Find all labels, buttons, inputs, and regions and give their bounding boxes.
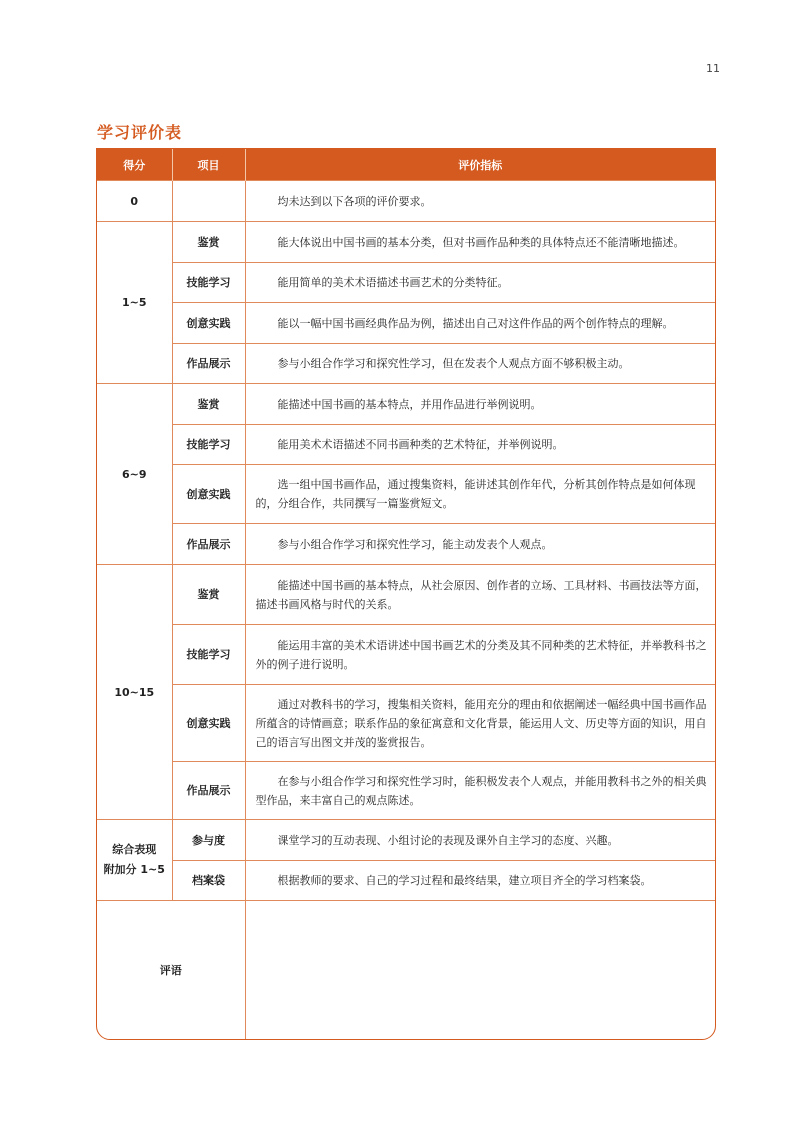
criterion-cell: 能大体说出中国书画的基本分类，但对书画作品种类的具体特点还不能清晰地描述。 bbox=[245, 222, 715, 263]
table-row bbox=[97, 181, 715, 222]
item-cell: 鉴赏 bbox=[172, 565, 245, 625]
header-item: 项目 bbox=[172, 149, 245, 181]
criterion-cell: 课堂学习的互动表现、小组讨论的表现及课外自主学习的态度、兴趣。 bbox=[245, 820, 715, 861]
comment-label: 评语 bbox=[97, 901, 245, 1041]
criterion-cell: 能运用丰富的美术术语讲述中国书画艺术的分类及其不同种类的艺术特征，并举教科书之外的例子进行说明。 bbox=[245, 625, 715, 685]
table-row bbox=[97, 625, 715, 685]
table-row bbox=[97, 425, 715, 465]
table-row bbox=[97, 762, 715, 820]
page-title: 学习评价表 bbox=[97, 123, 183, 142]
criterion-cell: 选一组中国书画作品，通过搜集资料，能讲述其创作年代，分析其创作特点是如何体现的，分组合作，共同撰写一篇鉴赏短文。 bbox=[245, 465, 715, 524]
criterion-cell: 参与小组合作学习和探究性学习，能主动发表个人观点。 bbox=[245, 524, 715, 565]
criterion-cell: 能以一幅中国书画经典作品为例，描述出自己对这件作品的两个创作特点的理解。 bbox=[245, 303, 715, 344]
comment-row bbox=[97, 901, 715, 1041]
extra-score-cell bbox=[97, 820, 172, 901]
criterion-cell: 能用美术术语描述不同书画种类的艺术特征，并举例说明。 bbox=[245, 425, 715, 465]
item-cell: 鉴赏 bbox=[172, 222, 245, 263]
extra-label-line2: 附加分 1~5 bbox=[103, 863, 165, 876]
table-row bbox=[97, 303, 715, 344]
criterion-cell: 能用简单的美术术语描述书画艺术的分类特征。 bbox=[245, 263, 715, 303]
criterion-cell: 能描述中国书画的基本特点，并用作品进行举例说明。 bbox=[245, 384, 715, 425]
item-cell: 创意实践 bbox=[172, 465, 245, 524]
item-cell: 鉴赏 bbox=[172, 384, 245, 425]
criterion-cell: 均未达到以下各项的评价要求。 bbox=[245, 181, 715, 222]
criterion-cell: 通过对教科书的学习，搜集相关资料，能用充分的理由和依据阐述一幅经典中国书画作品所蕴含的诗情画意；联系作品的象征寓意和文化背景，能运用人文、历史等方面的知识，用自己的语言写出图文并茂的鉴赏报告。 bbox=[245, 685, 715, 762]
item-cell: 档案袋 bbox=[172, 861, 245, 901]
item-cell: 作品展示 bbox=[172, 524, 245, 565]
item-cell: 技能学习 bbox=[172, 263, 245, 303]
item-cell: 技能学习 bbox=[172, 625, 245, 685]
criterion-cell: 能描述中国书画的基本特点，从社会原因、创作者的立场、工具材料、书画技法等方面，描述书画风格与时代的关系。 bbox=[245, 565, 715, 625]
item-cell: 创意实践 bbox=[172, 303, 245, 344]
comment-area[interactable] bbox=[245, 901, 715, 1041]
table-header-row bbox=[97, 149, 715, 181]
table-row bbox=[97, 524, 715, 565]
table-row bbox=[97, 465, 715, 524]
table-row bbox=[97, 685, 715, 762]
item-cell: 参与度 bbox=[172, 820, 245, 861]
table-row bbox=[97, 820, 715, 861]
extra-label-line1: 综合表现 bbox=[112, 843, 157, 856]
page-number: 11 bbox=[706, 62, 720, 75]
score-cell: 1~5 bbox=[97, 222, 172, 384]
item-cell: 创意实践 bbox=[172, 685, 245, 762]
item-cell: 技能学习 bbox=[172, 425, 245, 465]
evaluation-table bbox=[96, 148, 716, 1040]
table-row bbox=[97, 344, 715, 384]
header-criteria: 评价指标 bbox=[245, 149, 715, 181]
item-cell: 作品展示 bbox=[172, 344, 245, 384]
criterion-cell: 参与小组合作学习和探究性学习，但在发表个人观点方面不够积极主动。 bbox=[245, 344, 715, 384]
item-cell: 作品展示 bbox=[172, 762, 245, 820]
criterion-cell: 根据教师的要求、自己的学习过程和最终结果，建立项目齐全的学习档案袋。 bbox=[245, 861, 715, 901]
item-cell bbox=[172, 181, 245, 222]
score-cell: 0 bbox=[97, 181, 172, 222]
table-row bbox=[97, 861, 715, 901]
score-cell: 6~9 bbox=[97, 384, 172, 565]
table-row bbox=[97, 263, 715, 303]
criterion-cell: 在参与小组合作学习和探究性学习时，能积极发表个人观点，并能用教科书之外的相关典型作品，来丰富自己的观点陈述。 bbox=[245, 762, 715, 820]
score-cell: 10~15 bbox=[97, 565, 172, 820]
table-row bbox=[97, 565, 715, 625]
table-row bbox=[97, 222, 715, 263]
header-score: 得分 bbox=[97, 149, 172, 181]
table-row bbox=[97, 384, 715, 425]
